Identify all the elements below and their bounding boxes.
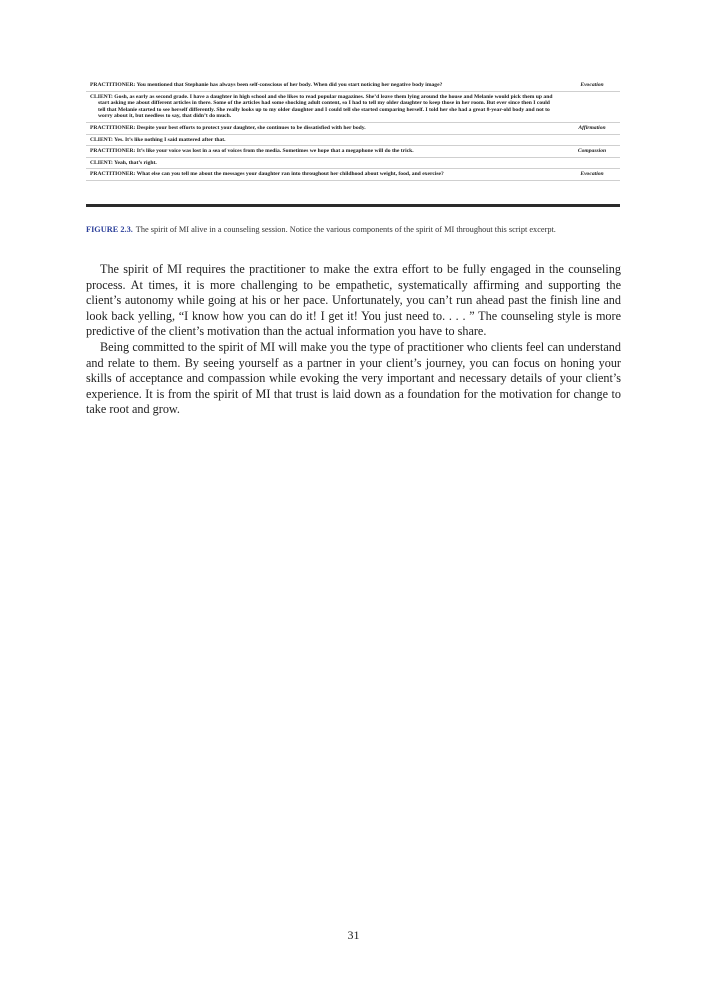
script-row — [86, 169, 620, 181]
body-text — [86, 262, 621, 418]
mi-component-tag — [564, 134, 620, 146]
mi-component-tag: Evocation — [564, 169, 620, 181]
script-table — [86, 80, 620, 181]
body-paragraph: The spirit of MI requires the practitioner to make the extra effort to be fully engaged in the counseling process. At times, it is more challenging to be empathetic, systematically affirming and supporting the client’s autonomy while going at his or her pace. Unfortunately, you can’t run ahead past the finish line and look back yelling, “I know how you can do it! I get it! You just need to. . . . ” The counseling style is more predictive of the client’s motivation than the actual information you have to share. — [86, 262, 621, 339]
script-speech: PRACTITIONER: It’s like your voice was lost in a sea of voices from the media. Sometimes we hope that a megaphone will do the trick. — [90, 148, 414, 155]
figure-bottom-rule — [86, 204, 620, 207]
script-speech: PRACTITIONER: What else can you tell me about the messages your daughter ran into throughout her childhood about weight, food, and exercise? — [90, 171, 444, 178]
script-row — [86, 157, 620, 169]
figure-2-3 — [86, 80, 620, 181]
script-speech: CLIENT: Yeah, that’s right. — [90, 159, 157, 166]
script-speech: CLIENT: Yes. It’s like nothing I said mattered after that. — [90, 136, 226, 143]
script-row — [86, 134, 620, 146]
script-speech: CLIENT: Gosh, as early as second grade. I have a daughter in high school and she likes to read popular magazines. She’d leave them lying around the house and Melanie would pick them up and start asking me about different articles in there. Some of the articles had some shocking adult content, so I had to tell my older daughter to keep those in her room. But ever since then I could tell that Melanie started to see herself differently. She really looks up to my older daughter and I could tell she started comparing herself. I told her she had a great 8-year-old body and not to worry about it, but needless to say, that didn’t do much. — [90, 93, 553, 120]
script-row — [86, 146, 620, 158]
page-number: 31 — [347, 928, 360, 942]
script-row — [86, 91, 620, 122]
body-paragraph: Being committed to the spirit of MI will make you the type of practitioner who clients feel can understand and relate to them. By seeing yourself as a partner in your client’s journey, you can focus on honing your skills of acceptance and compassion while evoking the very important and necessary details of your client’s experience. It is from the spirit of MI that trust is laid down as a foundation for the motivation for change to take root and grow. — [86, 339, 621, 417]
figure-caption-label: FIGURE 2.3. — [86, 225, 133, 234]
mi-component-tag: Evocation — [564, 80, 620, 91]
script-speech: PRACTITIONER: Despite your best efforts to protect your daughter, she continues to be dissatisfied with her body. — [90, 124, 366, 131]
script-speech: PRACTITIONER: You mentioned that Stephanie has always been self-conscious of her body. When did you start noticing her negative body image? — [90, 82, 443, 88]
figure-caption — [86, 224, 626, 235]
script-row — [86, 80, 620, 91]
mi-component-tag — [564, 91, 620, 122]
mi-component-tag — [564, 157, 620, 169]
mi-component-tag: Compassion — [564, 146, 620, 158]
figure-caption-text: The spirit of MI alive in a counseling session. Notice the various components of the spirit of MI throughout this script excerpt. — [135, 225, 556, 234]
mi-component-tag: Affirmation — [564, 122, 620, 134]
script-row — [86, 122, 620, 134]
